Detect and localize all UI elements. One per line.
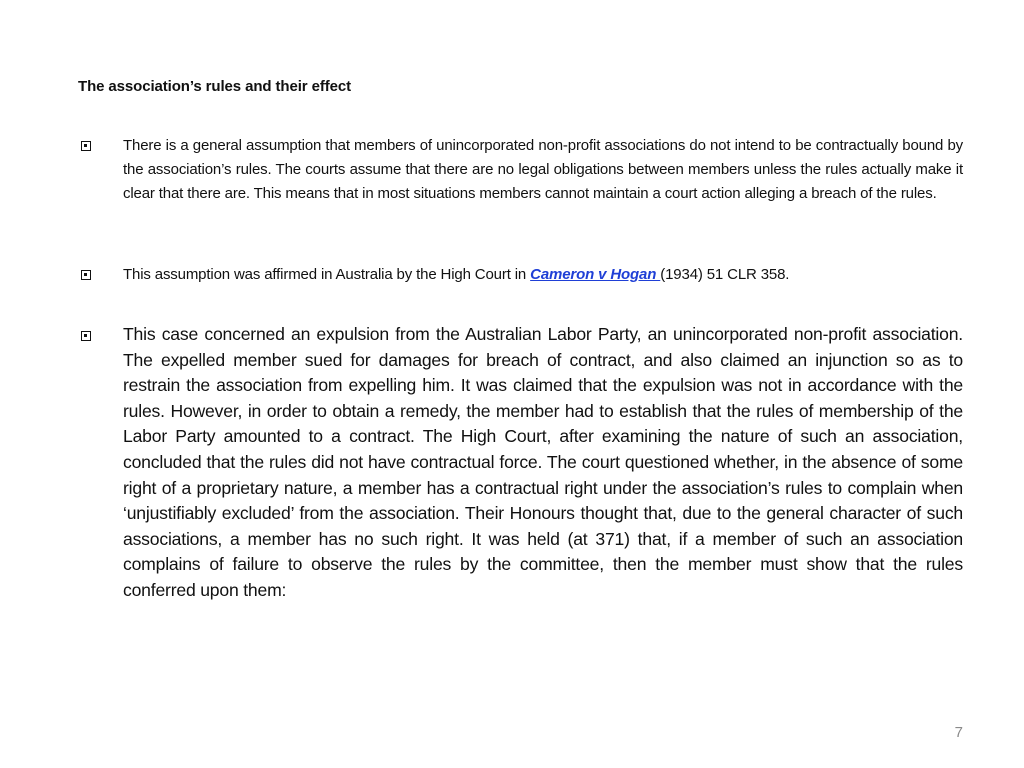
bullet-text: This case concerned an expulsion from the Australian Labor Party, an unincorporated non-profit association. The expelled member sued for damages for breach of contract, and also claimed an injunction so as to restrain the association from expelling him. It was claimed that the expulsion was not in accordance with the rules. However, in order to obtain a remedy, the member had to establish that the rules of membership of the Labor Party amounted to a contract. The High Court, after examining the nature of such an association, concluded that the rules did not have contractual force. The court questioned whether, in the absence of some right of a proprietary nature, a member has a contractual right under the association’s rules to complain when ‘unjustifiably excluded’ from the association. Their Honours thought that, due to the general character of such associations, a member has no such right. It was held (at 371) that, if a member of such an association complains of failure to observe the rules by the committee, then the member must show that the rules conferred upon them: [123, 324, 963, 600]
bullet-item-2 [78, 263, 963, 287]
slide-heading: The association’s rules and their effect [78, 78, 352, 95]
square-bullet-icon [81, 331, 91, 341]
bullet-text-after-link: (1934) 51 CLR 358. [660, 266, 790, 283]
square-bullet-icon [81, 141, 91, 151]
bullet-text [123, 263, 963, 287]
bullet-item-1 [78, 134, 963, 206]
square-bullet-icon [81, 270, 91, 280]
page-number: 7 [954, 724, 963, 741]
case-citation-link[interactable]: Cameron v Hogan [530, 266, 661, 283]
bullet-text: There is a general assumption that members of unincorporated non-profit associations do not intend to be contractually bound by the association’s rules. The courts assume that there are no legal obligations between members unless the rules actually make it clear that there are. This means that in most situations members cannot maintain a court action alleging a breach of the rules. [123, 137, 963, 202]
bullet-text-before-link: This assumption was affirmed in Australia by the High Court in [123, 266, 531, 283]
bullet-item-3 [78, 322, 963, 604]
